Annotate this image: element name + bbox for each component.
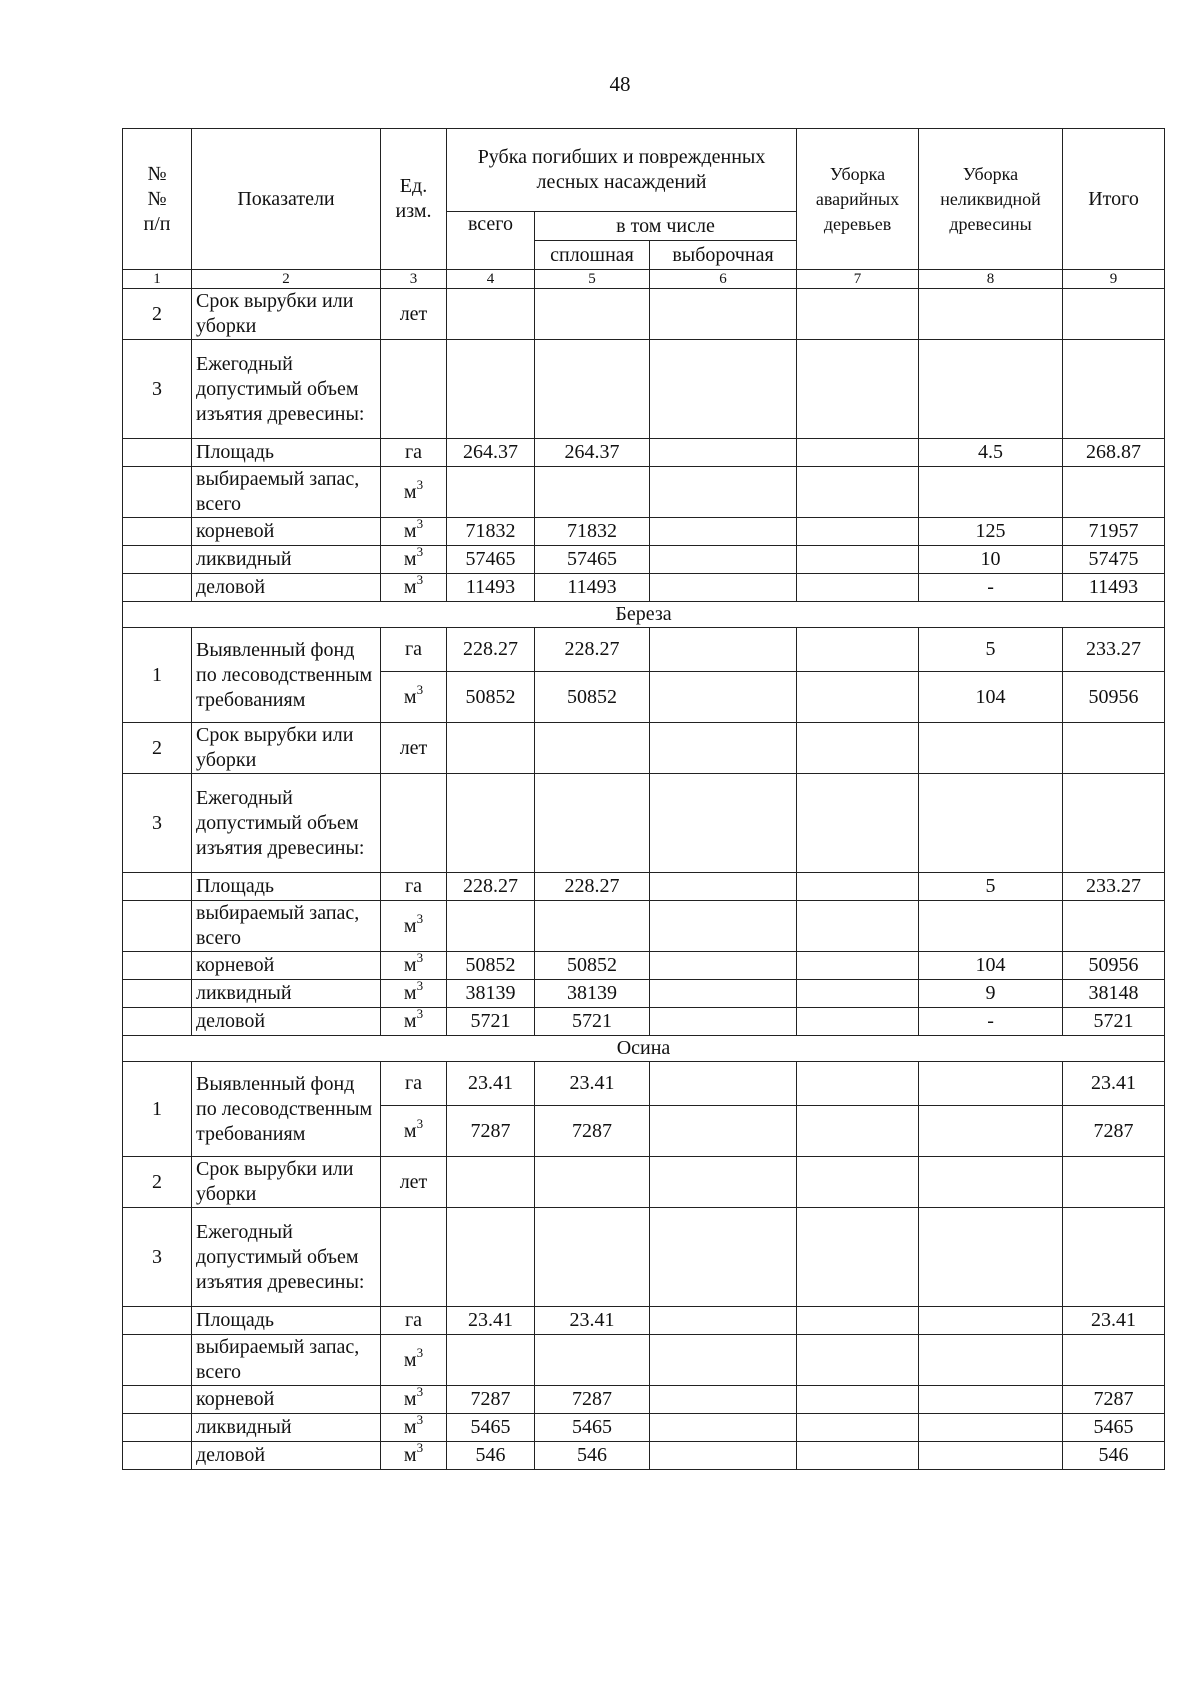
header-clear: сплошная <box>535 241 650 270</box>
cell-value <box>919 1386 1063 1414</box>
row-label: Срок вырубки или уборки <box>192 289 381 340</box>
row-label: Выявленный фонд по лесоводственным требованиям <box>192 628 381 723</box>
cell-value <box>797 952 919 980</box>
cell-value: 50852 <box>447 672 535 723</box>
column-numbers-row <box>123 270 1165 289</box>
row-unit: $м^3$ <box>381 980 447 1008</box>
cell-value: - <box>919 574 1063 602</box>
cell-value: 7287 <box>535 1386 650 1414</box>
row-label: Площадь <box>192 873 381 901</box>
cell-value <box>650 628 797 672</box>
cell-value: 50852 <box>447 952 535 980</box>
cell-value: 23.41 <box>535 1062 650 1106</box>
row-unit: лет <box>381 1157 447 1208</box>
cell-value <box>797 439 919 467</box>
row-label: Срок вырубки или уборки <box>192 1157 381 1208</box>
row-unit: $м^3$ <box>381 1414 447 1442</box>
col-number: 1 <box>123 270 192 289</box>
col-number: 5 <box>535 270 650 289</box>
cell-value <box>797 672 919 723</box>
cell-value <box>797 1106 919 1157</box>
row-label: корневой <box>192 952 381 980</box>
header-no: № № п/п <box>123 129 192 270</box>
cell-value: 23.41 <box>1063 1062 1165 1106</box>
row-unit: га <box>381 1307 447 1335</box>
table-row <box>123 774 1165 873</box>
cell-value <box>650 1386 797 1414</box>
cell-value: 546 <box>1063 1442 1165 1470</box>
row-number: 1 <box>123 1062 192 1157</box>
row-label: корневой <box>192 518 381 546</box>
table-row <box>123 1442 1165 1470</box>
table-row <box>123 1335 1165 1386</box>
cell-value: 38139 <box>447 980 535 1008</box>
section-row <box>123 602 1165 628</box>
cell-value: 233.27 <box>1063 873 1165 901</box>
cell-value <box>650 1414 797 1442</box>
cell-value: 104 <box>919 952 1063 980</box>
row-label: выбираемый запас, всего <box>192 901 381 952</box>
table-row <box>123 518 1165 546</box>
cell-value: 228.27 <box>447 873 535 901</box>
header-selective: выборочная <box>650 241 797 270</box>
cell-value <box>797 1307 919 1335</box>
cell-value <box>797 1062 919 1106</box>
cell-value: 5465 <box>1063 1414 1165 1442</box>
row-number: 2 <box>123 1157 192 1208</box>
table-row <box>123 723 1165 774</box>
row-label: Площадь <box>192 439 381 467</box>
table-row <box>123 1008 1165 1036</box>
row-label: Площадь <box>192 1307 381 1335</box>
cell-value: 23.41 <box>1063 1307 1165 1335</box>
cell-value <box>650 1106 797 1157</box>
cell-value: 125 <box>919 518 1063 546</box>
cell-value: 5465 <box>535 1414 650 1442</box>
row-label: ликвидный <box>192 980 381 1008</box>
row-number: 2 <box>123 723 192 774</box>
cell-value: 23.41 <box>535 1307 650 1335</box>
table-row <box>123 1062 1165 1106</box>
cell-value <box>797 1008 919 1036</box>
cell-value <box>650 873 797 901</box>
cell-value: 4.5 <box>919 439 1063 467</box>
row-unit: $м^3$ <box>381 1106 447 1157</box>
cell-value: 104 <box>919 672 1063 723</box>
row-label: деловой <box>192 574 381 602</box>
cell-value <box>650 546 797 574</box>
cell-value: 57475 <box>1063 546 1165 574</box>
header-including: в том числе <box>535 212 797 241</box>
cell-value <box>919 1442 1063 1470</box>
cell-value <box>650 1307 797 1335</box>
row-label: Ежегодный допустимый объем изъятия древесины: <box>192 1208 381 1307</box>
cell-value: 5721 <box>447 1008 535 1036</box>
col-number: 2 <box>192 270 381 289</box>
col-number: 3 <box>381 270 447 289</box>
cell-value <box>797 873 919 901</box>
row-label: деловой <box>192 1442 381 1470</box>
cell-value: 11493 <box>535 574 650 602</box>
cell-value: 38139 <box>535 980 650 1008</box>
forest-felling-table <box>122 128 1165 1470</box>
cell-value <box>797 518 919 546</box>
col-number: 9 <box>1063 270 1165 289</box>
row-unit: $м^3$ <box>381 574 447 602</box>
cell-value: 5721 <box>1063 1008 1165 1036</box>
cell-value: 264.37 <box>447 439 535 467</box>
row-label: Ежегодный допустимый объем изъятия древесины: <box>192 340 381 439</box>
row-unit: $м^3$ <box>381 901 447 952</box>
cell-value <box>650 439 797 467</box>
cell-value: 5721 <box>535 1008 650 1036</box>
cell-value: 228.27 <box>535 873 650 901</box>
table-row <box>123 439 1165 467</box>
cell-value: 10 <box>919 546 1063 574</box>
cell-value <box>797 1386 919 1414</box>
table-row <box>123 873 1165 901</box>
cell-value <box>797 980 919 1008</box>
row-unit: лет <box>381 723 447 774</box>
section-row <box>123 1036 1165 1062</box>
section-title-aspen: Осина <box>123 1036 1165 1062</box>
col-number: 8 <box>919 270 1063 289</box>
header-unit: Ед. изм. <box>381 129 447 270</box>
col-number: 4 <box>447 270 535 289</box>
cell-value: - <box>919 1008 1063 1036</box>
cell-value: 7287 <box>535 1106 650 1157</box>
cell-value <box>650 1442 797 1470</box>
table-row <box>123 1307 1165 1335</box>
row-unit: $м^3$ <box>381 1008 447 1036</box>
cell-value <box>797 1414 919 1442</box>
row-label: выбираемый запас, всего <box>192 467 381 518</box>
cell-value: 71957 <box>1063 518 1165 546</box>
table-row <box>123 1157 1165 1208</box>
header-illiquid: Уборка неликвидной древесины <box>919 129 1063 270</box>
cell-value <box>919 1307 1063 1335</box>
table-row <box>123 1386 1165 1414</box>
cell-value <box>650 672 797 723</box>
cell-value: 7287 <box>447 1386 535 1414</box>
cell-value: 71832 <box>535 518 650 546</box>
cell-value <box>650 574 797 602</box>
row-number: 2 <box>123 289 192 340</box>
cell-value: 228.27 <box>535 628 650 672</box>
cell-value <box>650 980 797 1008</box>
section-title-birch: Береза <box>123 602 1165 628</box>
row-number: 1 <box>123 628 192 723</box>
row-number: 3 <box>123 1208 192 1307</box>
table-row <box>123 340 1165 439</box>
cell-value: 5465 <box>447 1414 535 1442</box>
cell-value: 50956 <box>1063 952 1165 980</box>
row-label: выбираемый запас, всего <box>192 1335 381 1386</box>
cell-value: 11493 <box>1063 574 1165 602</box>
cell-value <box>797 546 919 574</box>
row-unit: $м^3$ <box>381 672 447 723</box>
cell-value: 7287 <box>447 1106 535 1157</box>
table-row <box>123 952 1165 980</box>
table-row <box>123 574 1165 602</box>
table-row <box>123 467 1165 518</box>
header-total-sub: всего <box>447 212 535 270</box>
cell-value: 5 <box>919 873 1063 901</box>
row-label: ликвидный <box>192 546 381 574</box>
cell-value <box>919 1062 1063 1106</box>
cell-value <box>797 628 919 672</box>
header-row <box>123 129 1165 212</box>
row-unit: лет <box>381 289 447 340</box>
page-number: 48 <box>609 72 631 96</box>
cell-value: 57465 <box>447 546 535 574</box>
row-unit: га <box>381 1062 447 1106</box>
row-unit: га <box>381 628 447 672</box>
row-unit: $м^3$ <box>381 1442 447 1470</box>
cell-value <box>650 1062 797 1106</box>
row-unit: $м^3$ <box>381 1335 447 1386</box>
cell-value: 57465 <box>535 546 650 574</box>
cell-value <box>650 518 797 546</box>
cell-value: 23.41 <box>447 1062 535 1106</box>
cell-value: 264.37 <box>535 439 650 467</box>
row-unit: $м^3$ <box>381 546 447 574</box>
cell-value: 50956 <box>1063 672 1165 723</box>
row-unit: $м^3$ <box>381 467 447 518</box>
cell-value: 268.87 <box>1063 439 1165 467</box>
table-row <box>123 980 1165 1008</box>
cell-value: 11493 <box>447 574 535 602</box>
header-felling: Рубка погибших и поврежденных лесных насаждений <box>447 129 797 212</box>
row-unit: $м^3$ <box>381 518 447 546</box>
cell-value: 71832 <box>447 518 535 546</box>
header-itogo: Итого <box>1063 129 1165 270</box>
col-number: 7 <box>797 270 919 289</box>
cell-value: 228.27 <box>447 628 535 672</box>
row-label: Выявленный фонд по лесоводственным требованиям <box>192 1062 381 1157</box>
cell-value <box>650 1008 797 1036</box>
row-label: корневой <box>192 1386 381 1414</box>
row-number: 3 <box>123 340 192 439</box>
cell-value: 50852 <box>535 952 650 980</box>
table-row <box>123 1414 1165 1442</box>
cell-value: 50852 <box>535 672 650 723</box>
cell-value <box>650 952 797 980</box>
row-number: 3 <box>123 774 192 873</box>
cell-value <box>797 574 919 602</box>
row-unit: га <box>381 873 447 901</box>
cell-value: 546 <box>535 1442 650 1470</box>
col-number: 6 <box>650 270 797 289</box>
row-label: Ежегодный допустимый объем изъятия древесины: <box>192 774 381 873</box>
table-row <box>123 546 1165 574</box>
table-row <box>123 289 1165 340</box>
row-label: ликвидный <box>192 1414 381 1442</box>
cell-value: 9 <box>919 980 1063 1008</box>
row-unit: $м^3$ <box>381 952 447 980</box>
cell-value <box>797 1442 919 1470</box>
header-indicators: Показатели <box>192 129 381 270</box>
cell-value: 546 <box>447 1442 535 1470</box>
row-label: деловой <box>192 1008 381 1036</box>
cell-value: 23.41 <box>447 1307 535 1335</box>
row-unit: $м^3$ <box>381 1386 447 1414</box>
row-label: Срок вырубки или уборки <box>192 723 381 774</box>
cell-value: 7287 <box>1063 1106 1165 1157</box>
cell-value: 233.27 <box>1063 628 1165 672</box>
row-unit: га <box>381 439 447 467</box>
table-row <box>123 901 1165 952</box>
table-row <box>123 1208 1165 1307</box>
cell-value: 38148 <box>1063 980 1165 1008</box>
table-row <box>123 628 1165 672</box>
cell-value: 5 <box>919 628 1063 672</box>
cell-value <box>919 1106 1063 1157</box>
cell-value <box>919 1414 1063 1442</box>
header-emergency: Уборка аварийных деревьев <box>797 129 919 270</box>
cell-value: 7287 <box>1063 1386 1165 1414</box>
